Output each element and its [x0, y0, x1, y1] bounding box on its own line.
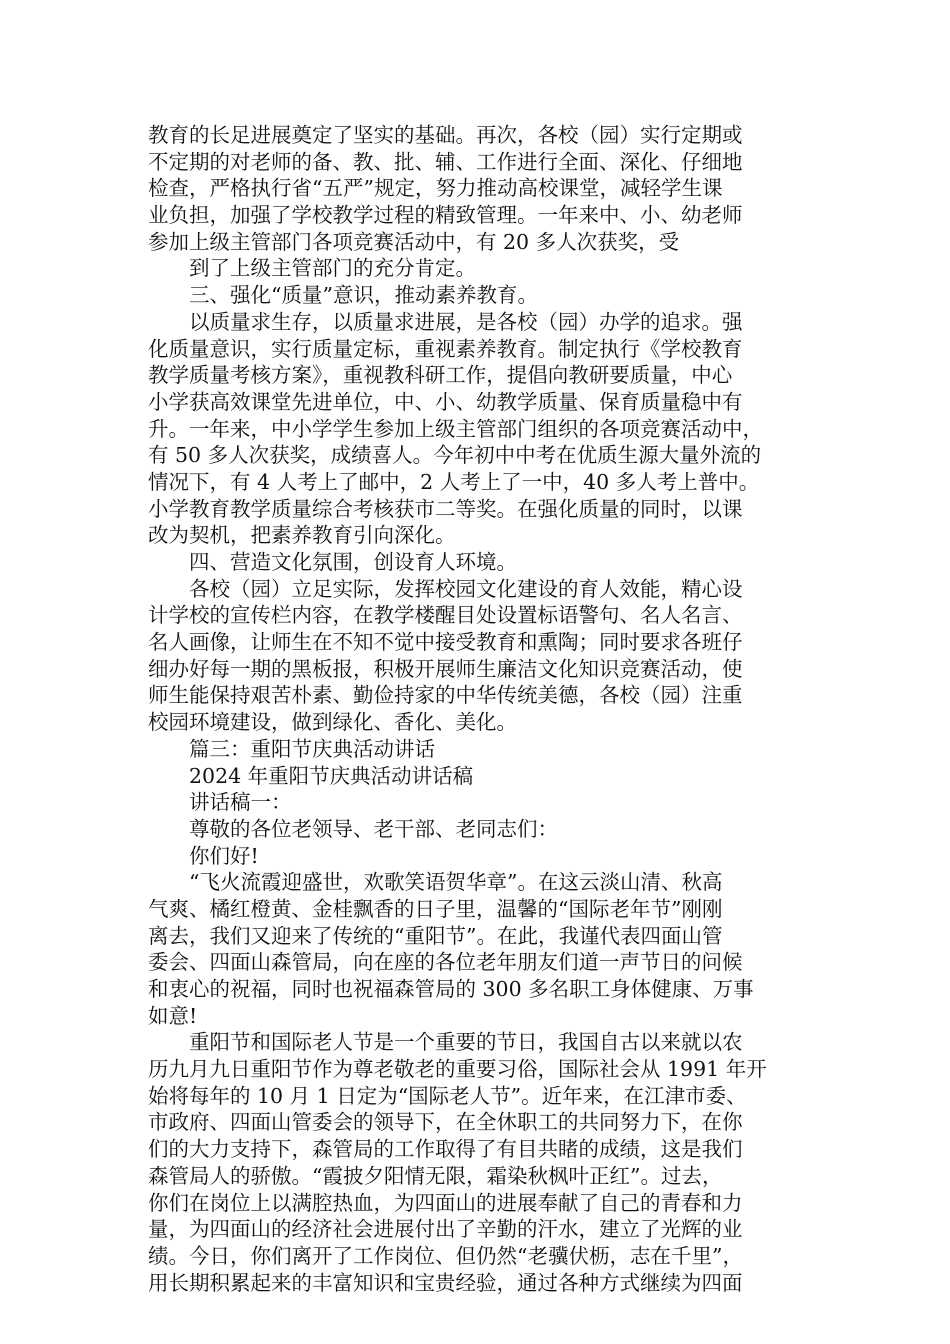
text-line: 重阳节和国际老人节是一个重要的节日，我国自古以来就以农 [189, 1030, 743, 1055]
text-line: 们的大力支持下，森管局的工作取得了有目共睹的成绩，这是我们 [148, 1137, 743, 1162]
text-line: 尊敬的各位老领导、老干部、老同志们： [189, 816, 558, 841]
text-line: 改为契机，把素养教育引向深化。 [148, 523, 456, 548]
text-line: 参加上级主管部门各项竞赛活动中，有 20 多人次获奖，受 [148, 229, 680, 254]
text-line: 历九月九日重阳节作为尊老敬老的重要习俗，国际社会从 1991 年开 [148, 1057, 767, 1082]
text-line: 量，为四面山的经济社会进展付出了辛勤的汗水，建立了光辉的业 [148, 1217, 743, 1242]
text-line: 不定期的对老师的备、教、批、辅、工作进行全面、深化、仔细地 [148, 149, 743, 174]
text-line: 用长期积累起来的丰富知识和宝贵经验，通过各种方式继续为四面 [148, 1270, 743, 1295]
text-line: 计学校的宣传栏内容，在教学楼醒目处设置标语警句、名人名言、 [148, 603, 743, 628]
text-line: 离去，我们又迎来了传统的“重阳节”。在此，我谨代表四面山管 [148, 923, 723, 948]
text-line: “飞火流霞迎盛世，欢歌笑语贺华章”。在这云淡山清、秋高 [189, 870, 723, 895]
text-line: 2024 年重阳节庆典活动讲话稿 [189, 763, 474, 788]
text-line: 教育的长足进展奠定了坚实的基础。再次，各校（园）实行定期或 [148, 123, 743, 147]
text-line: 情况下，有 4 人考上了邮中，2 人考上了一中，40 多人考上普中。 [148, 469, 760, 494]
text-line: 三、强化“质量”意识，推动素养教育。 [189, 283, 538, 308]
text-line: 教学质量考核方案》，重视教科研工作，提倡向教研要质量，中心 [148, 363, 733, 388]
text-line: 如意! [148, 1003, 198, 1028]
text-line: 细办好每一期的黑板报，积极开展师生廉洁文化知识竞赛活动，使 [148, 656, 743, 681]
text-line: 有 50 多人次获奖，成绩喜人。今年初中中考在优质生源大量外流的 [148, 443, 762, 468]
text-line: 始将每年的 10 月 1 日定为“国际老人节”。近年来，在江津市委、 [148, 1083, 747, 1108]
text-line: 你们好! [189, 843, 259, 868]
text-line: 小学教育教学质量综合考核获市二等奖。在强化质量的同时，以课 [148, 496, 743, 521]
text-line: 篇三：重阳节庆典活动讲话 [189, 736, 435, 761]
text-line: 委会、四面山森管局，向在座的各位老年朋友们道一声节日的问候 [148, 950, 743, 975]
text-line: 各校（园）立足实际，发挥校园文化建设的育人效能，精心设 [189, 576, 743, 601]
text-line: 名人画像，让师生在不知不觉中接受教育和熏陶；同时要求各班仔 [148, 630, 743, 655]
text-line: 化质量意识，实行质量定标，重视素养教育。制定执行《学校教育 [148, 336, 743, 361]
text-line: 师生能保持艰苦朴素、勤俭持家的中华传统美德，各校（园）注重 [148, 683, 743, 708]
text-line: 讲话稿一： [189, 790, 292, 815]
text-line: 你们在岗位上以满腔热血，为四面山的进展奉献了自己的青春和力 [148, 1190, 743, 1215]
text-line: 森管局人的骄傲。“霞披夕阳情无限，霜染秋枫叶正红”。过去， [148, 1163, 723, 1188]
document-page [148, 122, 808, 1296]
text-line: 检查，严格执行省“五严”规定，努力推动高校课堂，减轻学生课 [148, 176, 723, 201]
text-line: 气爽、橘红橙黄、金桂飘香的日子里，温馨的“国际老年节”刚刚 [148, 896, 723, 921]
text-line: 升。一年来，中小学学生参加上级主管部门组织的各项竞赛活动中， [148, 416, 763, 441]
text-line: 绩。今日，你们离开了工作岗位、但仍然“老骥伏枥，志在千里”， [148, 1243, 743, 1268]
text-line: 小学获高效课堂先进单位，中、小、幼教学质量、保育质量稳中有 [148, 389, 743, 414]
text-line: 以质量求生存，以质量求进展，是各校（园）办学的追求。强 [189, 309, 743, 334]
text-line: 业负担，加强了学校教学过程的精致管理。一年来中、小、幼老师 [148, 203, 743, 228]
text-line: 市政府、四面山管委会的领导下，在全休职工的共同努力下，在你 [148, 1110, 743, 1135]
text-line: 和衷心的祝福，同时也祝福森管局的 300 多名职工身体健康、万事 [148, 977, 754, 1001]
text-line: 到了上级主管部门的充分肯定。 [189, 256, 476, 281]
text-line: 四、营造文化氛围，创设育人环境。 [189, 550, 517, 574]
text-line: 校园环境建设，做到绿化、香化、美化。 [148, 710, 517, 735]
